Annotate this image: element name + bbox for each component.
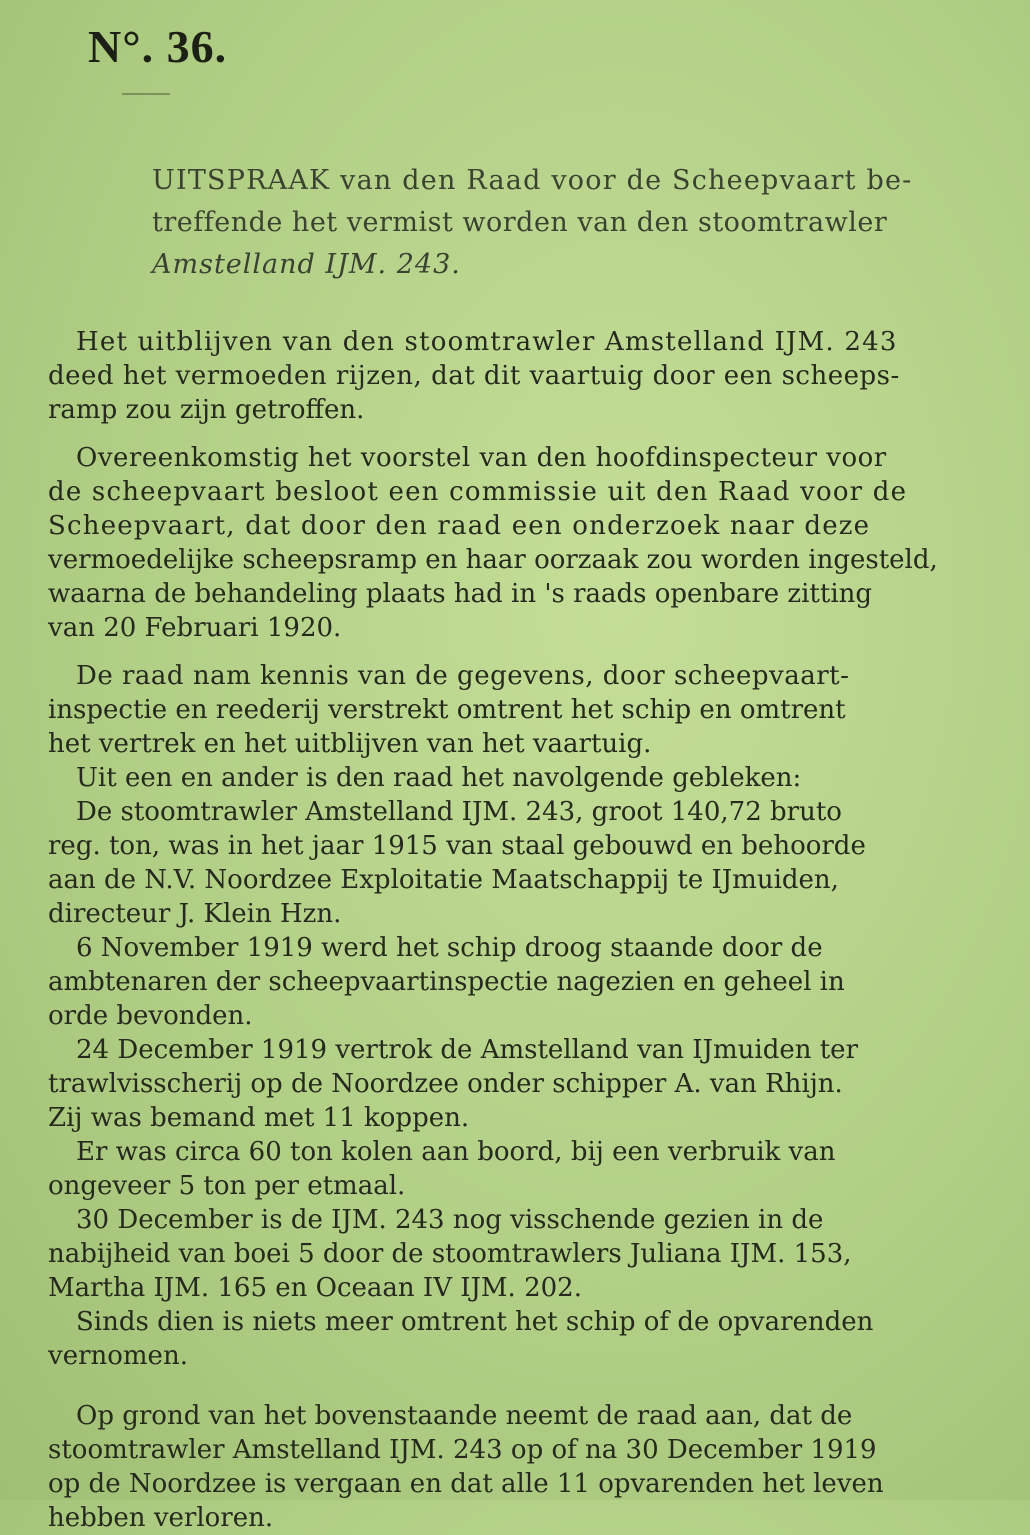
body-line: Op grond van het bovenstaande neemt de raad aan, dat de	[76, 1401, 853, 1431]
body-line: Scheepvaart, dat door den raad een onderzoek naar deze	[48, 511, 871, 541]
document-body	[48, 325, 980, 1535]
body-line: Uit een en ander is den raad het navolgende gebleken:	[76, 763, 802, 793]
body-line: trawlvisscherij op de Noordzee onder schipper A. van Rhijn.	[48, 1069, 843, 1099]
body-line: Sinds dien is niets meer omtrent het schip of de opvarenden	[76, 1307, 874, 1337]
page-number-underline	[122, 93, 170, 95]
body-line: 24 December 1919 vertrok de Amstelland van IJmuiden ter	[76, 1035, 858, 1065]
body-line: van 20 Februari 1920.	[48, 613, 342, 643]
body-line: 30 December is de IJM. 243 nog visschende gezien in de	[76, 1205, 824, 1235]
body-line: waarna de behandeling plaats had in 's raads openbare zitting	[48, 579, 873, 609]
body-line: Zij was bemand met 11 koppen.	[48, 1103, 470, 1133]
body-line: Martha IJM. 165 en Oceaan IV IJM. 202.	[48, 1273, 582, 1303]
body-line: 6 November 1919 werd het schip droog staande door de	[76, 933, 823, 963]
body-line: het vertrek en het uitblijven van het vaartuig.	[48, 729, 652, 759]
body-line: De stoomtrawler Amstelland IJM. 243, groot 140,72 bruto	[76, 797, 842, 827]
body-line: hebben verloren.	[48, 1503, 274, 1533]
body-line: vernomen.	[48, 1341, 188, 1371]
body-line: ambtenaren der scheepvaartinspectie nagezien en geheel in	[48, 967, 845, 997]
body-line: reg. ton, was in het jaar 1915 van staal gebouwd en behoorde	[48, 831, 866, 861]
body-line: aan de N.V. Noordzee Exploitatie Maatschappij te IJmuiden,	[48, 865, 839, 895]
body-line: stoomtrawler Amstelland IJM. 243 op of na 30 December 1919	[48, 1435, 877, 1465]
body-line: orde bevonden.	[48, 1001, 253, 1031]
body-line: ongeveer 5 ton per etmaal.	[48, 1171, 406, 1201]
body-line: vermoedelijke scheepsramp en haar oorzaak zou worden ingesteld,	[48, 545, 938, 575]
body-line: op de Noordzee is vergaan en dat alle 11 opvarenden het leven	[48, 1469, 884, 1499]
heading-line: UITSPRAAK van den Raad voor de Scheepvaart be-	[152, 165, 913, 196]
body-line: de scheepvaart besloot een commissie uit den Raad voor de	[48, 477, 908, 507]
body-line: ramp zou zijn getroffen.	[48, 395, 365, 425]
document-heading	[152, 160, 992, 286]
body-line: Er was circa 60 ton kolen aan boord, bij een verbruik van	[76, 1137, 836, 1167]
body-line: inspectie en reederij verstrekt omtrent het schip en omtrent	[48, 695, 846, 725]
body-line: nabijheid van boei 5 door de stoomtrawlers Juliana IJM. 153,	[48, 1239, 852, 1269]
heading-line: Amstelland IJM. 243.	[152, 249, 461, 280]
body-line: De raad nam kennis van de gegevens, door scheepvaart-	[76, 661, 850, 691]
heading-line: treffende het vermist worden van den stoomtrawler	[152, 207, 888, 238]
page-number: N°. 36.	[88, 21, 228, 72]
body-line: Het uitblijven van den stoomtrawler Amstelland IJM. 243	[76, 327, 898, 357]
body-line: deed het vermoeden rijzen, dat dit vaartuig door een scheeps-	[48, 361, 900, 391]
body-line: directeur J. Klein Hzn.	[48, 899, 342, 929]
body-line: Overeenkomstig het voorstel van den hoofdinspecteur voor	[76, 443, 887, 473]
